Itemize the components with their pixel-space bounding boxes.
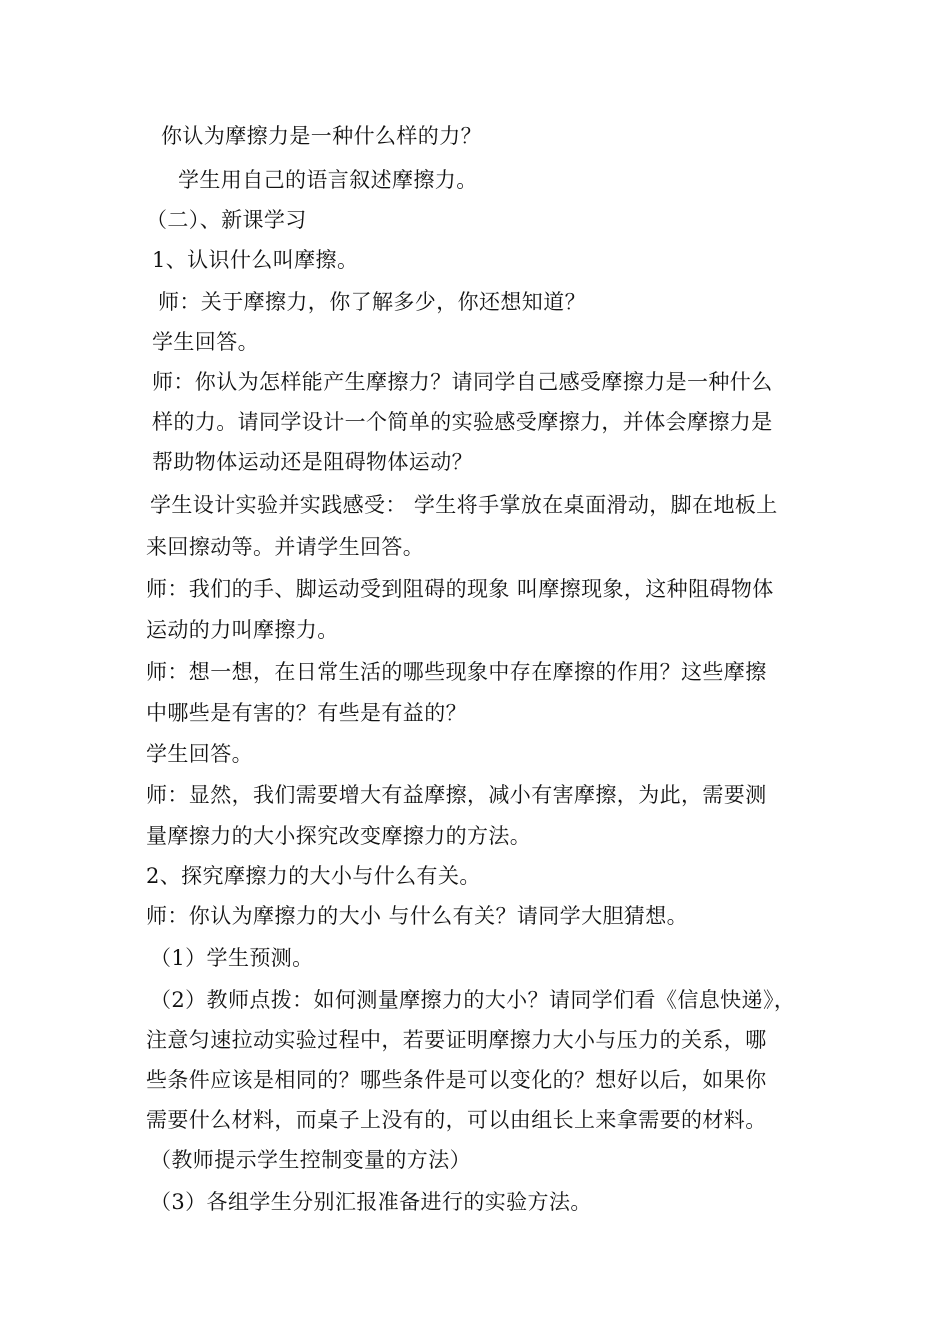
- text-line-20: 师：你认为摩擦力的大小 与什么有关？请同学大胆猜想。: [146, 904, 689, 928]
- text-line-15: 中哪些是有害的？有些是有益的？: [146, 701, 467, 725]
- text-line-27: （3）各组学生分别汇报准备进行的实验方法。: [150, 1190, 592, 1214]
- text-line-16: 学生回答。: [146, 742, 253, 766]
- text-line-26: （教师提示学生控制变量的方法）: [150, 1148, 471, 1172]
- text-line-13: 运动的力叫摩擦力。: [146, 618, 339, 642]
- text-line-10: 学生设计实验并实践感受： 学生将手掌放在桌面滑动，脚在地板上: [150, 493, 778, 517]
- text-line-12: 师：我们的手、脚运动受到阻碍的现象 叫摩擦现象，这种阻碍物体: [146, 577, 774, 601]
- text-line-24: 些条件应该是相同的？哪些条件是可以变化的？想好以后，如果你: [146, 1068, 767, 1092]
- text-line-23: 注意匀速拉动实验过程中，若要证明摩擦力大小与压力的关系，哪: [146, 1028, 767, 1052]
- text-line-25: 需要什么材料，而桌子上没有的，可以由组长上来拿需要的材料。: [146, 1108, 767, 1132]
- text-line-21: （1）学生预测。: [150, 946, 314, 970]
- subsection-heading-1: 1、认识什么叫摩擦。: [152, 248, 359, 272]
- text-line-22: （2）教师点拨：如何测量摩擦力的大小？请同学们看《信息快递》，: [150, 988, 796, 1012]
- text-line-1: 你认为摩擦力是一种什么样的力？: [161, 124, 482, 148]
- text-line-8: 样的力。请同学设计一个简单的实验感受摩擦力，并体会摩擦力是: [152, 410, 773, 434]
- text-line-7: 师：你认为怎样能产生摩擦力？请同学自己感受摩擦力是一种什么: [152, 370, 773, 394]
- text-line-18: 量摩擦力的大小探究改变摩擦力的方法。: [146, 824, 532, 848]
- text-line-5: 师：关于摩擦力，你了解多少，你还想知道？: [158, 290, 586, 314]
- subsection-heading-2: 2、探究摩擦力的大小与什么有关。: [146, 864, 481, 888]
- text-line-6: 学生回答。: [152, 330, 259, 354]
- text-line-11: 来回擦动等。并请学生回答。: [146, 535, 425, 559]
- text-line-14: 师：想一想，在日常生活的哪些现象中存在摩擦的作用？这些摩擦: [146, 660, 767, 684]
- text-line-2: 学生用自己的语言叙述摩擦力。: [178, 168, 478, 192]
- text-line-9: 帮助物体运动还是阻碍物体运动？: [152, 450, 473, 474]
- text-line-17: 师：显然，我们需要增大有益摩擦，减小有害摩擦，为此，需要测: [146, 783, 767, 807]
- section-heading: （二）、新课学习: [146, 208, 307, 232]
